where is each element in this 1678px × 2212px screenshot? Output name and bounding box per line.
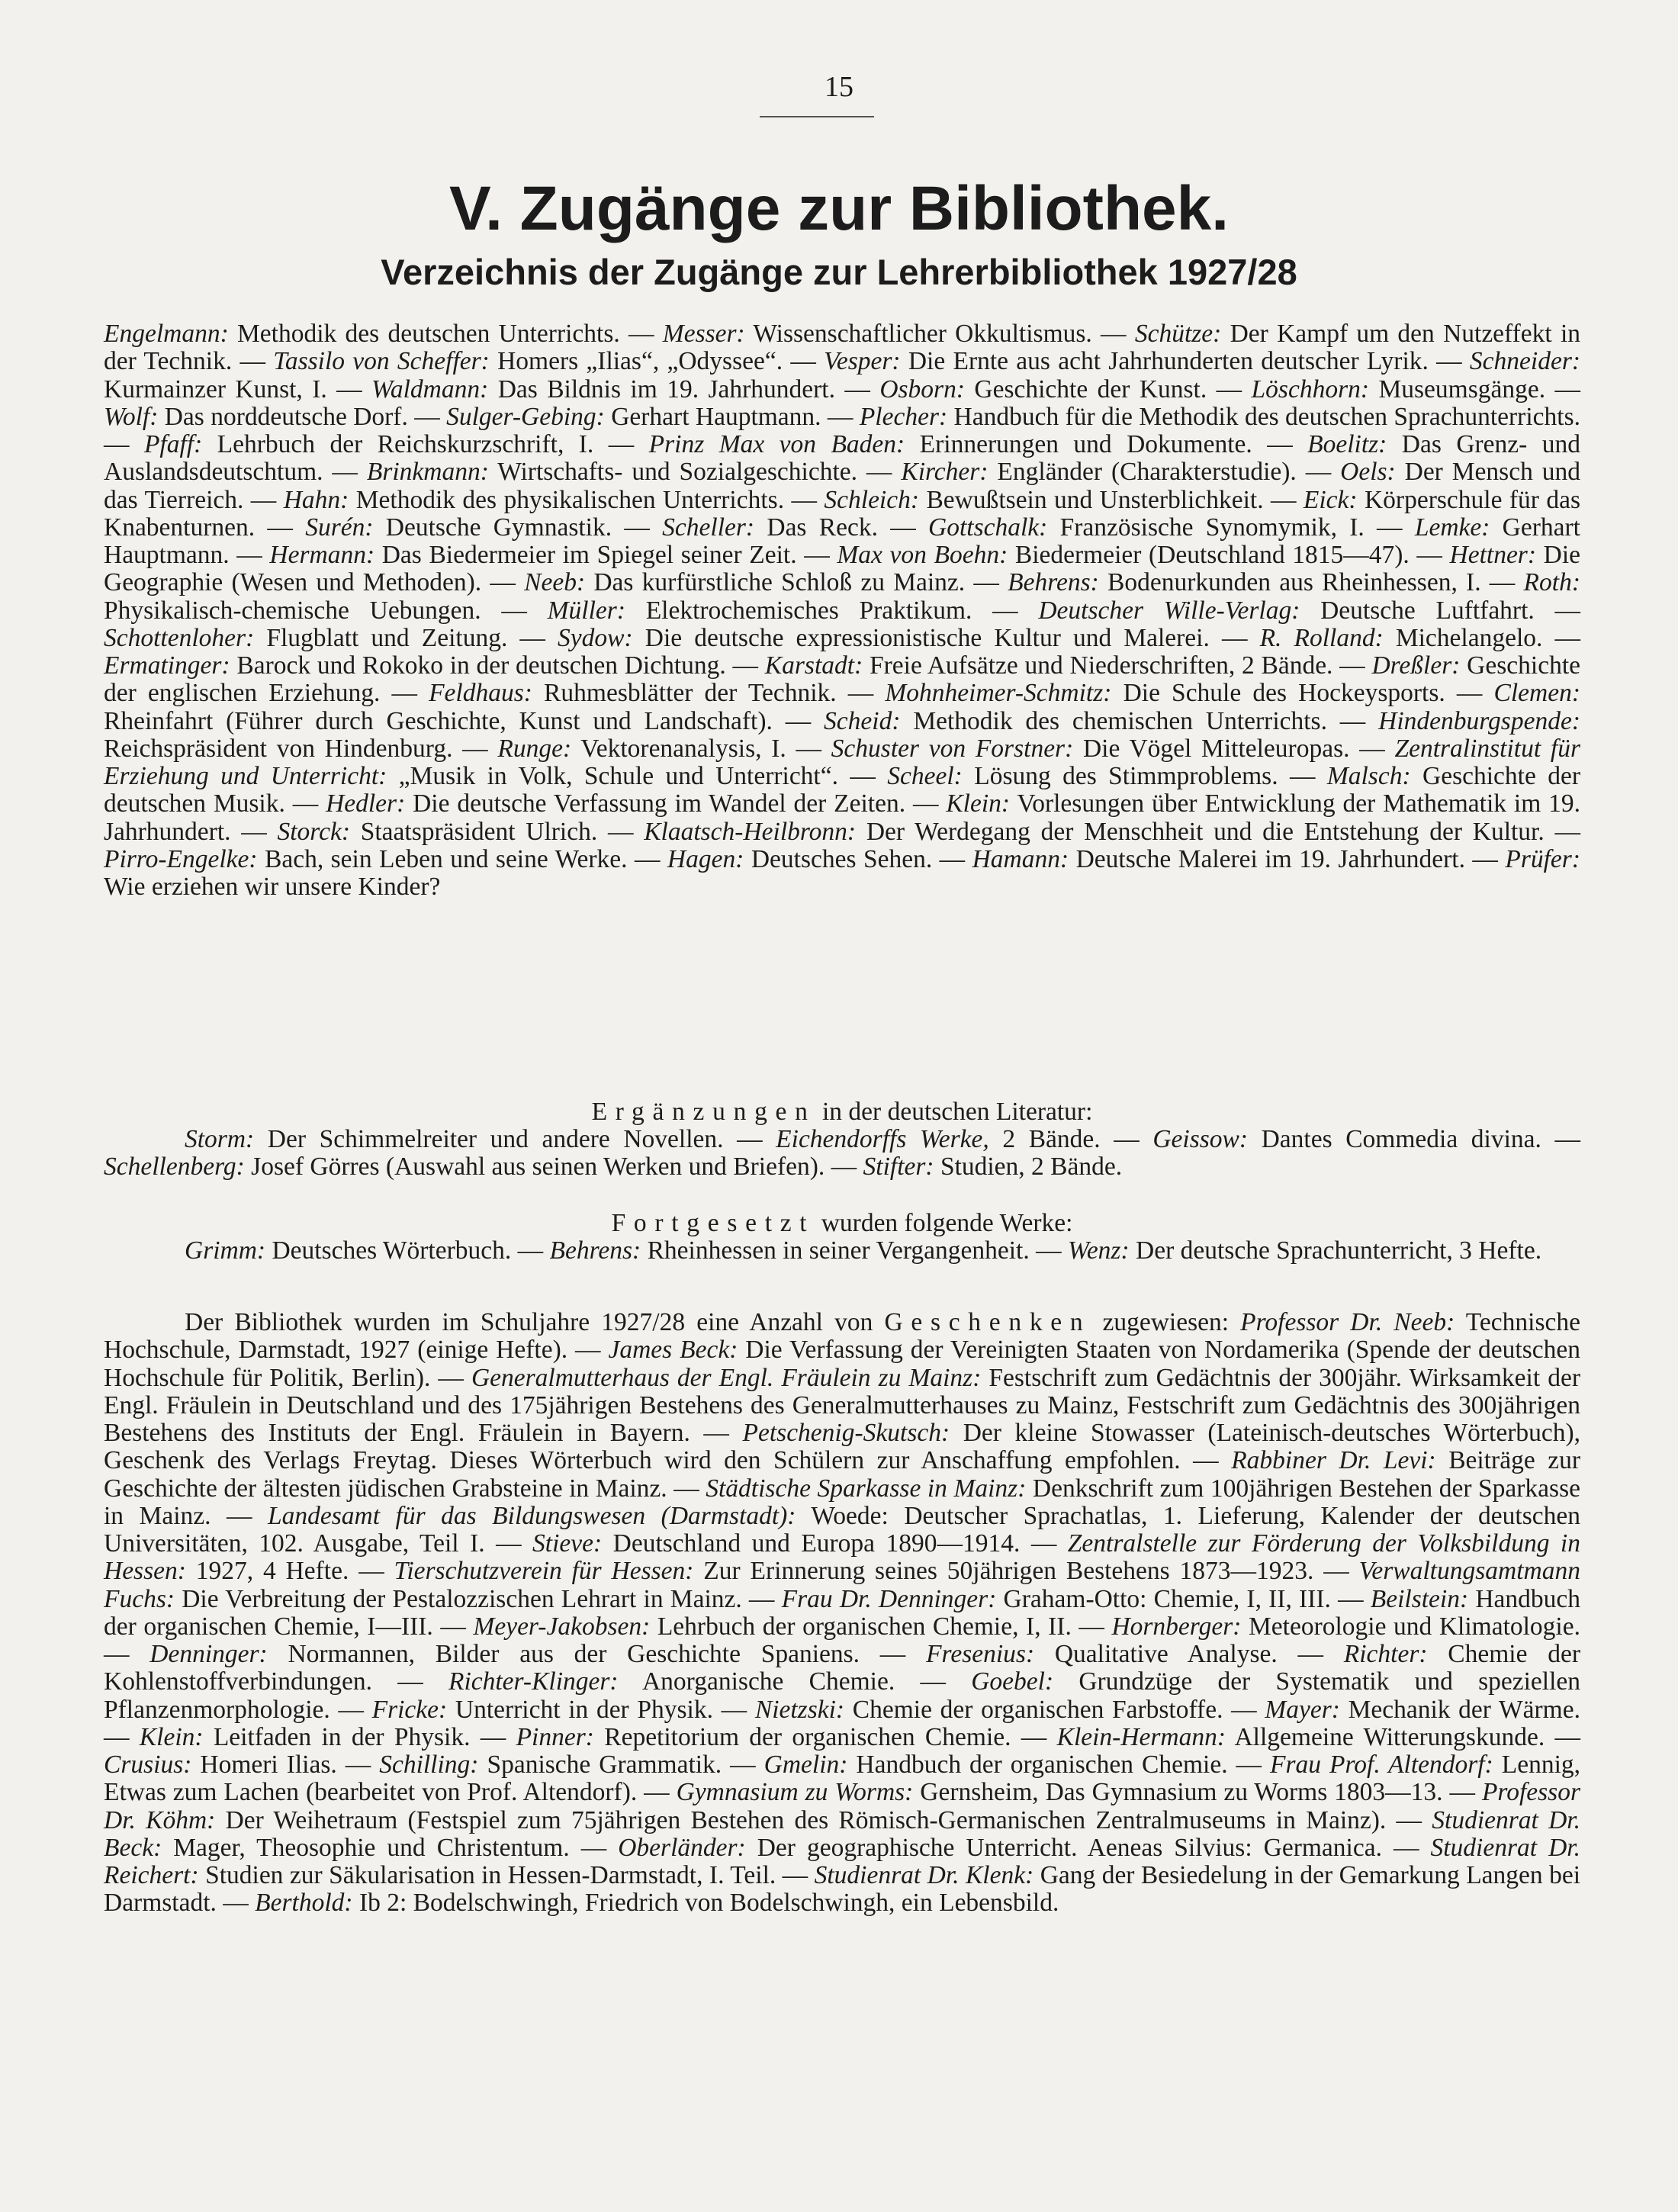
- entry-title: Geschichte der deutschen Musik. —: [104, 762, 1580, 818]
- entry-author: Scheel:: [887, 762, 963, 790]
- entry-title: Technische Hochschule, Darmstadt, 1927 (einige Hefte). —: [104, 1308, 1580, 1365]
- gifts-intro-spaced: Geschenken: [884, 1308, 1091, 1336]
- entry-title: Deutsches Sehen. —: [744, 844, 972, 873]
- entry-title: Deutsche Malerei im 19. Jahrhundert. —: [1069, 844, 1506, 873]
- entry-author: Studienrat Dr. Beck:: [104, 1805, 1580, 1862]
- entry-author: Schottenloher:: [104, 623, 255, 652]
- entry-title: Reichspräsident von Hindenburg. —: [104, 734, 498, 763]
- entry-author: Pfaff:: [143, 430, 203, 458]
- entry-title: Chemie der organischen Farbstoffe. —: [844, 1695, 1265, 1724]
- entry-title: Denkschrift zum 100jährigen Bestehen der Sparkasse in Mainz. —: [104, 1474, 1580, 1530]
- entry-author: Storck:: [277, 817, 350, 846]
- entry-title: Grundzüge der Systematik und speziellen Pflanzenmorphologie. —: [104, 1667, 1580, 1724]
- entry-title: Spanische Grammatik. —: [478, 1751, 764, 1779]
- entry-author: Mohnheimer-Schmitz:: [885, 679, 1112, 708]
- entry-author: Karstadt:: [764, 651, 863, 680]
- entry-title: Mager, Theosophie und Christentum. —: [162, 1833, 619, 1862]
- entry-title: Die Vögel Mitteleuropas. —: [1073, 734, 1395, 763]
- entry-title: Museumsgänge. —: [1369, 375, 1580, 403]
- entry-title: 1927, 4 Hefte. —: [185, 1557, 394, 1586]
- entry-title: Körperschule für das Knabenturnen. —: [104, 485, 1580, 542]
- entry-title: Der Mensch und das Tierreich. —: [104, 458, 1580, 514]
- entry-title: Homeri Ilias. —: [191, 1751, 380, 1779]
- entry-title: Meteorologie und Klimatologie. —: [104, 1612, 1580, 1668]
- entry-title: Französische Synomymik, I. —: [1047, 513, 1415, 542]
- entry-title: Die deutsche Verfassung im Wandel der Zeiten. —: [405, 789, 947, 818]
- entry-author: Gymnasium zu Worms:: [676, 1778, 914, 1807]
- entry-author: Pinner:: [516, 1722, 594, 1751]
- entry-author: Tierschutzverein für Hessen:: [394, 1557, 694, 1586]
- entry-title: Homers „Ilias“, „Odyssee“. —: [489, 347, 825, 376]
- entry-title: Der kleine Stowasser (Lateinisch-deutsches Wörterbuch), Geschenk des Verlags Freytag. Dieses Wörterbuch wird den Schülern zur Anschaffung empfohlen. —: [104, 1419, 1580, 1475]
- entry-author: Roth:: [1523, 568, 1580, 597]
- entry-author: Feldhaus:: [429, 679, 532, 708]
- entry-author: Hermann:: [269, 541, 375, 569]
- supplement-list: [104, 1126, 1580, 1182]
- entry-author: Städtische Sparkasse in Mainz:: [706, 1474, 1027, 1503]
- entry-author: Brinkmann:: [366, 458, 489, 487]
- entry-title: Lösung des Stimmproblems. —: [962, 762, 1327, 790]
- entry-title: Wirtschafts- und Sozialgeschichte. —: [488, 458, 902, 487]
- entry-title: Ib 2: Bodelschwingh, Friedrich von Bodelschwingh, ein Lebensbild.: [352, 1889, 1059, 1918]
- entry-author: Behrens:: [549, 1236, 641, 1265]
- entry-author: Malsch:: [1326, 762, 1411, 790]
- entry-title: Geschichte der englischen Erziehung. —: [104, 651, 1580, 708]
- entry-author: Scheid:: [824, 706, 901, 735]
- entry-title: Das norddeutsche Dorf. —: [158, 402, 447, 431]
- entry-author: Klein:: [139, 1722, 204, 1751]
- entry-author: Dreßler:: [1371, 651, 1461, 680]
- entry-author: Behrens:: [1008, 568, 1099, 597]
- entry-title: Beiträge zur Geschichte der ältesten jüdischen Grabsteine in Mainz. —: [104, 1446, 1580, 1503]
- entry-title: Leitfaden in der Physik. —: [203, 1722, 516, 1751]
- entry-author: Messer:: [662, 320, 745, 348]
- entry-title: Elektrochemisches Praktikum. —: [625, 596, 1039, 625]
- entry-title: Barock und Rokoko in der deutschen Dichtung. —: [230, 651, 765, 680]
- entry-title: Das Reck. —: [754, 513, 929, 542]
- entry-author: Professor Dr. Köhm:: [104, 1778, 1580, 1834]
- continued-heading-rest: wurden folgende Werke:: [815, 1209, 1073, 1237]
- entry-title: Der Werdegang der Menschheit und die Entstehung der Kultur. —: [856, 817, 1580, 846]
- chapter-title: V. Zugänge zur Bibliothek.: [448, 174, 1230, 243]
- entry-author: Schilling:: [379, 1751, 479, 1779]
- main-list-paragraph: [104, 320, 1580, 901]
- entry-title: Gernsheim, Das Gymnasium zu Worms 1803—13. —: [913, 1778, 1482, 1807]
- entry-author: Hornberger:: [1111, 1612, 1242, 1641]
- section-title: Verzeichnis der Zugänge zur Lehrerbibliothek 1927/28: [381, 252, 1297, 292]
- entry-author: Lemke:: [1414, 513, 1490, 542]
- entry-author: Hahn:: [283, 485, 349, 514]
- entry-author: Schuster von Forstner:: [831, 734, 1074, 763]
- entry-author: Grimm:: [185, 1236, 266, 1265]
- entry-author: Wolf:: [104, 402, 159, 431]
- entry-author: Hettner:: [1449, 541, 1537, 569]
- entry-author: Mayer:: [1265, 1695, 1340, 1724]
- entry-title: Flugblatt und Zeitung. —: [254, 623, 558, 652]
- entry-title: Studien, 2 Bände.: [934, 1153, 1123, 1182]
- entry-author: Schütze:: [1134, 320, 1222, 348]
- entry-title: Mechanik der Wärme. —: [104, 1695, 1580, 1751]
- entry-title: Woede: Deutscher Sprachatlas, 1. Lieferung, Kalender der deutschen Universitäten, 102. Ausgabe, Teil I. —: [104, 1501, 1580, 1558]
- entry-title: Das Biedermeier im Spiegel seiner Zeit. —: [374, 541, 837, 569]
- entry-author: Goebel:: [971, 1667, 1054, 1696]
- entry-title: Die deutsche expressionistische Kultur und Malerei. —: [632, 623, 1260, 652]
- entry-title: Handbuch für die Methodik des deutschen Sprachunterrichts. —: [104, 402, 1580, 458]
- entry-author: Fresenius:: [926, 1640, 1035, 1668]
- entry-author: Schellenberg:: [104, 1153, 245, 1182]
- entry-author: Sydow:: [558, 623, 633, 652]
- entry-title: Methodik des physikalischen Unterrichts. —: [349, 485, 825, 514]
- entry-title: Bach, sein Leben und seine Werke. —: [257, 844, 667, 873]
- entry-author: Studienrat Dr. Klenk:: [814, 1861, 1034, 1889]
- entry-author: Verwaltungsamtmann Fuchs:: [104, 1557, 1580, 1613]
- entry-title: Kurmainzer Kunst, I. —: [104, 375, 372, 403]
- supplement-heading-rest: in der deutschen Literatur:: [815, 1098, 1093, 1126]
- entry-author: Richter-Klinger:: [448, 1667, 619, 1696]
- entry-author: Petschenig-Skutsch:: [742, 1419, 950, 1447]
- entry-title: Die Schule des Hockeysports. —: [1111, 679, 1494, 708]
- entry-title: Freie Aufsätze und Niederschriften, 2 Bände. —: [863, 651, 1372, 680]
- entry-author: Professor Dr. Neeb:: [1240, 1308, 1455, 1336]
- entry-author: Vesper:: [824, 347, 901, 376]
- entry-author: Müller:: [547, 596, 625, 625]
- entry-author: Denninger:: [149, 1640, 268, 1668]
- entry-author: Gmelin:: [763, 1751, 848, 1779]
- entry-title: 2 Bände. —: [988, 1125, 1153, 1153]
- entry-author: James Beck:: [608, 1336, 738, 1365]
- gifts-paragraph: [104, 1309, 1580, 1918]
- entry-author: Oberländer:: [618, 1833, 746, 1862]
- entry-title: Die Geographie (Wesen und Methoden). —: [104, 541, 1581, 597]
- entry-author: Hagen:: [667, 844, 744, 873]
- gifts-intro-before: Der Bibliothek wurden im Schuljahre 1927/28 eine Anzahl von: [185, 1308, 885, 1336]
- entry-title: Die Verbreitung der Pestalozzischen Lehrart in Mainz. —: [175, 1584, 782, 1613]
- entry-author: Hindenburgspende:: [1378, 706, 1580, 735]
- entry-title: Der Weihetraum (Festspiel zum 75jährigen Bestehen des Römisch-Germanischen Zentralmuseums in Mainz). —: [215, 1805, 1432, 1834]
- entry-author: Zentralstelle zur Förderung der Volksbildung in Hessen:: [104, 1529, 1580, 1586]
- entry-title: Physikalisch-chemische Uebungen. —: [104, 596, 548, 625]
- entry-title: Methodik des deutschen Unterrichts. —: [228, 320, 663, 348]
- entry-title: „Musik in Volk, Schule und Unterricht“. —: [387, 762, 888, 790]
- entry-author: Berthold:: [255, 1889, 353, 1918]
- entry-author: Nietzski:: [754, 1695, 845, 1724]
- gifts-section: [104, 1309, 1580, 1918]
- entry-title: Qualitative Analyse. —: [1034, 1640, 1344, 1668]
- entry-author: Max von Boehn:: [837, 541, 1008, 569]
- entry-title: Handbuch der organischen Chemie. —: [847, 1751, 1271, 1779]
- entry-title: Rheinhessen in seiner Vergangenheit. —: [641, 1236, 1068, 1265]
- continued-list-paragraph: [104, 1237, 1580, 1265]
- entry-title: Die Ernte aus acht Jahrhunderten deutscher Lyrik. —: [900, 347, 1470, 376]
- entry-title: Vorlesungen über Entwicklung der Mathematik im 19. Jahrhundert. —: [104, 789, 1580, 846]
- entry-author: Boelitz:: [1307, 430, 1387, 458]
- entry-author: Landesamt für das Bildungswesen (Darmstadt):: [268, 1501, 796, 1530]
- entry-title: Zur Erinnerung seines 50jährigen Bestehens 1873—1923. —: [693, 1557, 1359, 1586]
- entry-title: Das kurfürstliche Schloß zu Mainz. —: [585, 568, 1008, 597]
- entry-title: Der Schimmelreiter und andere Novellen. —: [254, 1125, 776, 1153]
- entry-title: Chemie der Kohlenstoffverbindungen. —: [104, 1640, 1581, 1696]
- entry-title: Ruhmesblätter der Technik. —: [532, 679, 886, 708]
- entry-title: Der geographische Unterricht. Aeneas Silvius: Germanica. —: [745, 1833, 1431, 1862]
- entry-author: Oels:: [1340, 458, 1396, 487]
- entry-author: Zentralinstitut für Erziehung und Unterricht:: [104, 734, 1580, 790]
- entry-title: Staatspräsident Ulrich. —: [349, 817, 645, 846]
- entry-author: Scheller:: [662, 513, 755, 542]
- entry-title: Gerhart Hauptmann. —: [604, 402, 860, 431]
- supplement-heading-spaced: Ergänzungen: [591, 1098, 816, 1126]
- entry-title: Anorganische Chemie. —: [618, 1667, 972, 1696]
- entry-author: Hamann:: [972, 844, 1069, 873]
- entry-title: Methodik des chemischen Unterrichts. —: [900, 706, 1379, 735]
- entry-title: Lehrbuch der organischen Chemie, I, II. —: [650, 1612, 1112, 1641]
- entry-author: Storm:: [185, 1125, 255, 1153]
- entry-author: Frau Prof. Altendorf:: [1270, 1751, 1493, 1779]
- gifts-intro-after: zugewiesen:: [1091, 1308, 1241, 1336]
- entry-author: Sulger-Gebing:: [446, 402, 605, 431]
- entry-author: Frau Dr. Denninger:: [781, 1584, 997, 1613]
- entry-author: Schneider:: [1469, 347, 1581, 376]
- entry-author: Stieve:: [532, 1529, 603, 1558]
- entry-title: Deutsche Gymnastik. —: [373, 513, 663, 542]
- entry-author: Neeb:: [524, 568, 586, 597]
- entry-author: Löschhorn:: [1251, 375, 1370, 403]
- entry-title: Das Grenz- und Auslandsdeutschtum. —: [104, 430, 1580, 487]
- entry-author: Surén:: [305, 513, 374, 542]
- entry-author: Kircher:: [901, 458, 988, 487]
- page-number-rule: [760, 116, 874, 117]
- entry-title: Engländer (Charakterstudie). —: [988, 458, 1341, 487]
- entry-title: Gang der Besiedelung in der Gemarkung Langen bei Darmstadt. —: [104, 1861, 1581, 1918]
- entry-author: Ermatinger:: [104, 651, 230, 680]
- entry-author: Meyer-Jakobsen:: [473, 1612, 651, 1641]
- entry-title: Deutsche Luftfahrt. —: [1300, 596, 1580, 625]
- entry-author: Richter:: [1343, 1640, 1428, 1668]
- entry-title: Vektorenanalysis, I. —: [571, 734, 831, 763]
- entry-title: Repetitorium der organischen Chemie. —: [593, 1722, 1057, 1751]
- entry-title: Michelangelo. —: [1383, 623, 1580, 652]
- entry-author: Klaatsch-Heilbronn:: [644, 817, 857, 846]
- entry-title: Handbuch der organischen Chemie, I—III. —: [104, 1584, 1581, 1641]
- entry-author: Klein:: [946, 789, 1011, 818]
- entry-author: Pirro-Engelke:: [104, 844, 258, 873]
- entry-title: Normannen, Bilder aus der Geschichte Spaniens. —: [267, 1640, 927, 1668]
- supplement-heading: [104, 1098, 1580, 1126]
- entry-author: Crusius:: [104, 1751, 192, 1779]
- entry-author: Rabbiner Dr. Levi:: [1231, 1446, 1436, 1475]
- entry-title: Allgemeine Witterungskunde. —: [1226, 1722, 1580, 1751]
- entry-author: Eichendorffs Werke,: [776, 1125, 989, 1153]
- entry-author: Wenz:: [1067, 1236, 1130, 1265]
- entry-title: Der Kampf um den Nutzeffekt in der Technik. —: [104, 320, 1581, 376]
- entry-author: Beilstein:: [1370, 1584, 1469, 1613]
- entry-author: Klein-Hermann:: [1056, 1722, 1226, 1751]
- entry-title: Biedermeier (Deutschland 1815—47). —: [1008, 541, 1450, 569]
- entry-author: Studienrat Dr. Reichert:: [104, 1833, 1580, 1889]
- entry-author: Osborn:: [879, 375, 965, 403]
- continued-list: [104, 1237, 1580, 1265]
- entry-title: Lennig, Etwas zum Lachen (bearbeitet von Prof. Altendorf). —: [104, 1751, 1581, 1807]
- entry-author: Engelmann:: [104, 320, 229, 348]
- gifts-list: [104, 1308, 1580, 1917]
- entry-author: Stifter:: [863, 1153, 934, 1182]
- entry-author: Geissow:: [1152, 1125, 1249, 1153]
- page-number: 15: [825, 71, 853, 103]
- entry-title: Das Bildnis im 19. Jahrhundert. —: [488, 375, 880, 403]
- entry-title: Deutschland und Europa 1890—1914. —: [602, 1529, 1068, 1558]
- continued-heading-spaced: Fortgesetzt: [611, 1209, 815, 1237]
- entry-title: Geschichte der Kunst. —: [965, 375, 1252, 403]
- entry-author: Schleich:: [824, 485, 920, 514]
- entry-title: Studien zur Säkularisation in Hessen-Darmstadt, I. Teil. —: [198, 1861, 815, 1889]
- entry-title: Gerhart Hauptmann. —: [104, 513, 1580, 569]
- entry-author: Gottschalk:: [928, 513, 1048, 542]
- entry-title: Bodenurkunden aus Rheinhessen, I. —: [1098, 568, 1524, 597]
- entry-author: Hedler:: [326, 789, 406, 818]
- entry-title: Deutsches Wörterbuch. —: [265, 1236, 550, 1265]
- entry-title: Bewußtsein und Unsterblichkeit. —: [919, 485, 1304, 514]
- entry-title: Dantes Commedia divina. —: [1248, 1125, 1580, 1153]
- entry-title: Erinnerungen und Dokumente. —: [905, 430, 1308, 458]
- entry-author: Plecher:: [859, 402, 948, 431]
- entry-title: Lehrbuch der Reichskurzschrift, I. —: [202, 430, 649, 458]
- entry-author: Waldmann:: [371, 375, 489, 403]
- entry-title: Festschrift zum Gedächtnis der 300jähr. Wirksamkeit der Engl. Fräulein in Deutschland und des 175jährigen Bestehens des Generalmutterhauses zu Mainz, Festschrift zum Gedächtnis des 300jährigen Bestehens des Instituts der Engl. Fräulein in Bayern. —: [104, 1363, 1580, 1447]
- entry-author: Fricke:: [371, 1695, 448, 1724]
- entry-title: Wissenschaftlicher Okkultismus. —: [744, 320, 1135, 348]
- entry-title: Unterricht in der Physik. —: [447, 1695, 755, 1724]
- entry-author: Generalmutterhaus der Engl. Fräulein zu Mainz:: [471, 1363, 982, 1392]
- entry-author: Clemen:: [1493, 679, 1580, 708]
- entry-author: R. Rolland:: [1259, 623, 1384, 652]
- entry-author: Prinz Max von Baden:: [648, 430, 905, 458]
- entry-author: Runge:: [497, 734, 572, 763]
- entry-title: Der deutsche Sprachunterricht, 3 Hefte.: [1129, 1236, 1542, 1265]
- entry-author: Deutscher Wille-Verlag:: [1038, 596, 1300, 625]
- entry-title: Wie erziehen wir unsere Kinder?: [104, 873, 441, 901]
- main-acquisitions-list: [104, 320, 1580, 901]
- entry-title: Josef Görres (Auswahl aus seinen Werken und Briefen). —: [244, 1153, 863, 1182]
- entry-author: Tassilo von Scheffer:: [273, 347, 490, 376]
- entry-title: Rheinfahrt (Führer durch Geschichte, Kunst und Landschaft). —: [104, 706, 825, 735]
- entry-title: Die Verfassung der Vereinigten Staaten von Nordamerika (Spende der deutschen Hochschule für Politik, Berlin). —: [104, 1336, 1581, 1392]
- entry-author: Prüfer:: [1505, 844, 1580, 873]
- entry-author: Eick:: [1303, 485, 1358, 514]
- supplement-list-paragraph: [104, 1126, 1580, 1182]
- continued-heading: [104, 1210, 1580, 1237]
- entry-title: Graham-Otto: Chemie, I, II, III. —: [996, 1584, 1371, 1613]
